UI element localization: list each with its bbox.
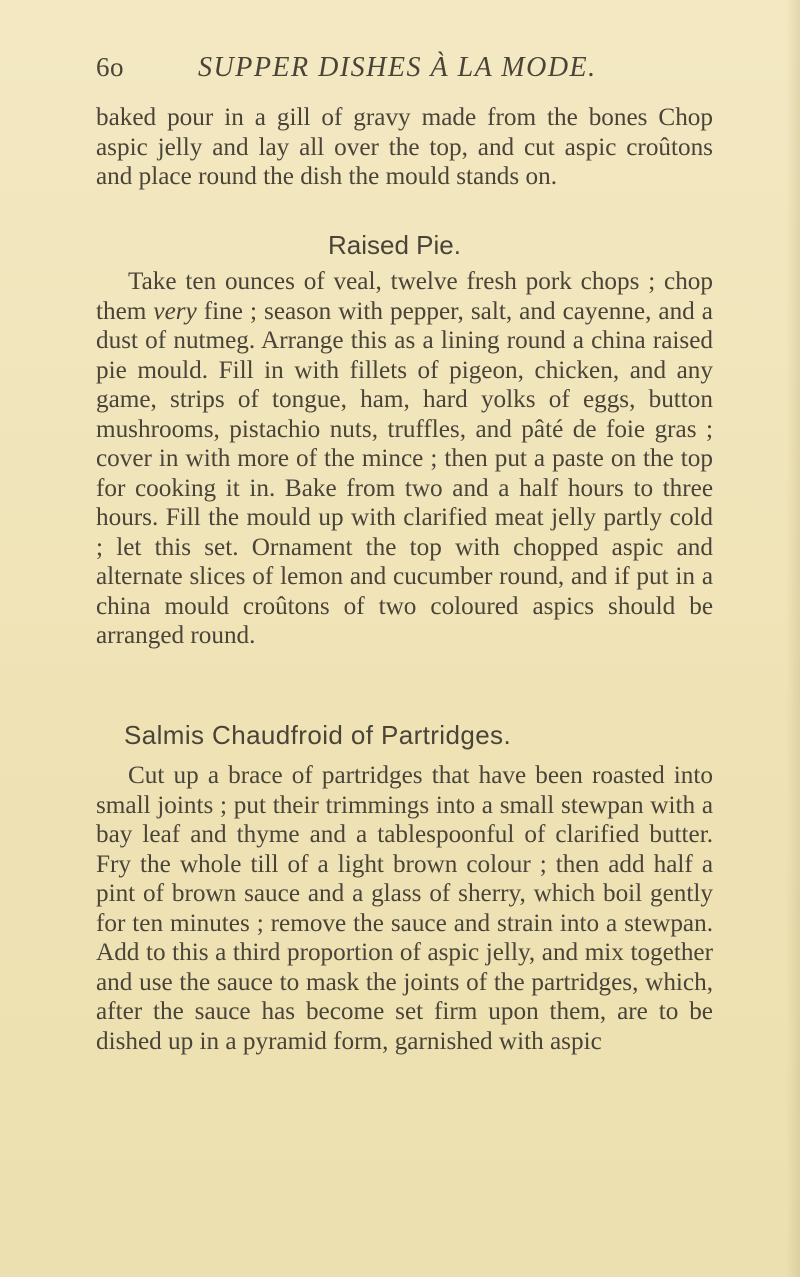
recipe-paragraph bbox=[96, 267, 713, 651]
emphasized-word: very bbox=[153, 297, 197, 325]
recipe-body-salmis-chaudfroid bbox=[96, 761, 713, 1056]
recipe-title-raised-pie: Raised Pie. bbox=[328, 230, 461, 260]
book-title: SUPPER DISHES À LA MODE. bbox=[198, 52, 597, 83]
recipe-body-raised-pie bbox=[96, 267, 713, 651]
recipe-title-salmis-chaudfroid: Salmis Chaudfroid of Partridges. bbox=[124, 720, 512, 750]
recipe-paragraph: Cut up a brace of partridges that have been roasted into small joints ; put their trimmings into a small stewpan with a bay leaf and thyme and a tablespoonful of clarified butter. Fry the whole till of a light brown colour ; then add half a pint of brown sauce and a glass of sherry, which boil gently for ten minutes ; remove the sauce and strain into a stewpan. Add to this a third proportion of aspic jelly, and mix together and use the sauce to mask the joints of the partridges, which, after the sauce has become set firm upon them, are to be dished up in a pyramid form, garnished with aspic bbox=[96, 762, 713, 1055]
continuation-paragraph: baked pour in a gill of gravy made from the bones Chop aspic jelly and lay all over the top, and cut aspic croûtons and place round the dish the mould stands on. bbox=[96, 104, 713, 190]
continuation-text-block bbox=[96, 103, 713, 192]
running-head bbox=[96, 52, 740, 92]
page-edge-shadow bbox=[786, 0, 800, 1277]
page-number: 6o bbox=[96, 52, 124, 82]
text-run: fine ; season with pepper, salt, and cayenne, and a dust of nutmeg. Arrange this as a lining round a china raised pie mould. Fill in with fillets of pigeon, chicken, and any game, strips of tongue, ham, hard yolks of eggs, button mushrooms, pistachio nuts, truffles, and pâté de foie gras ; cover in with more of the mince ; then put a paste on the top for cooking it in. Bake from two and a half hours to three hours. Fill the mould up with clarified meat jelly partly cold ; let this set. Ornament the top with chopped aspic and alternate slices of lemon and cucumber round, and if put in a china mould croûtons of two coloured aspics should be arranged round. bbox=[96, 297, 713, 649]
text-run: Take ten ounces of veal, twelve fresh pork chops ; chop them bbox=[96, 268, 713, 325]
